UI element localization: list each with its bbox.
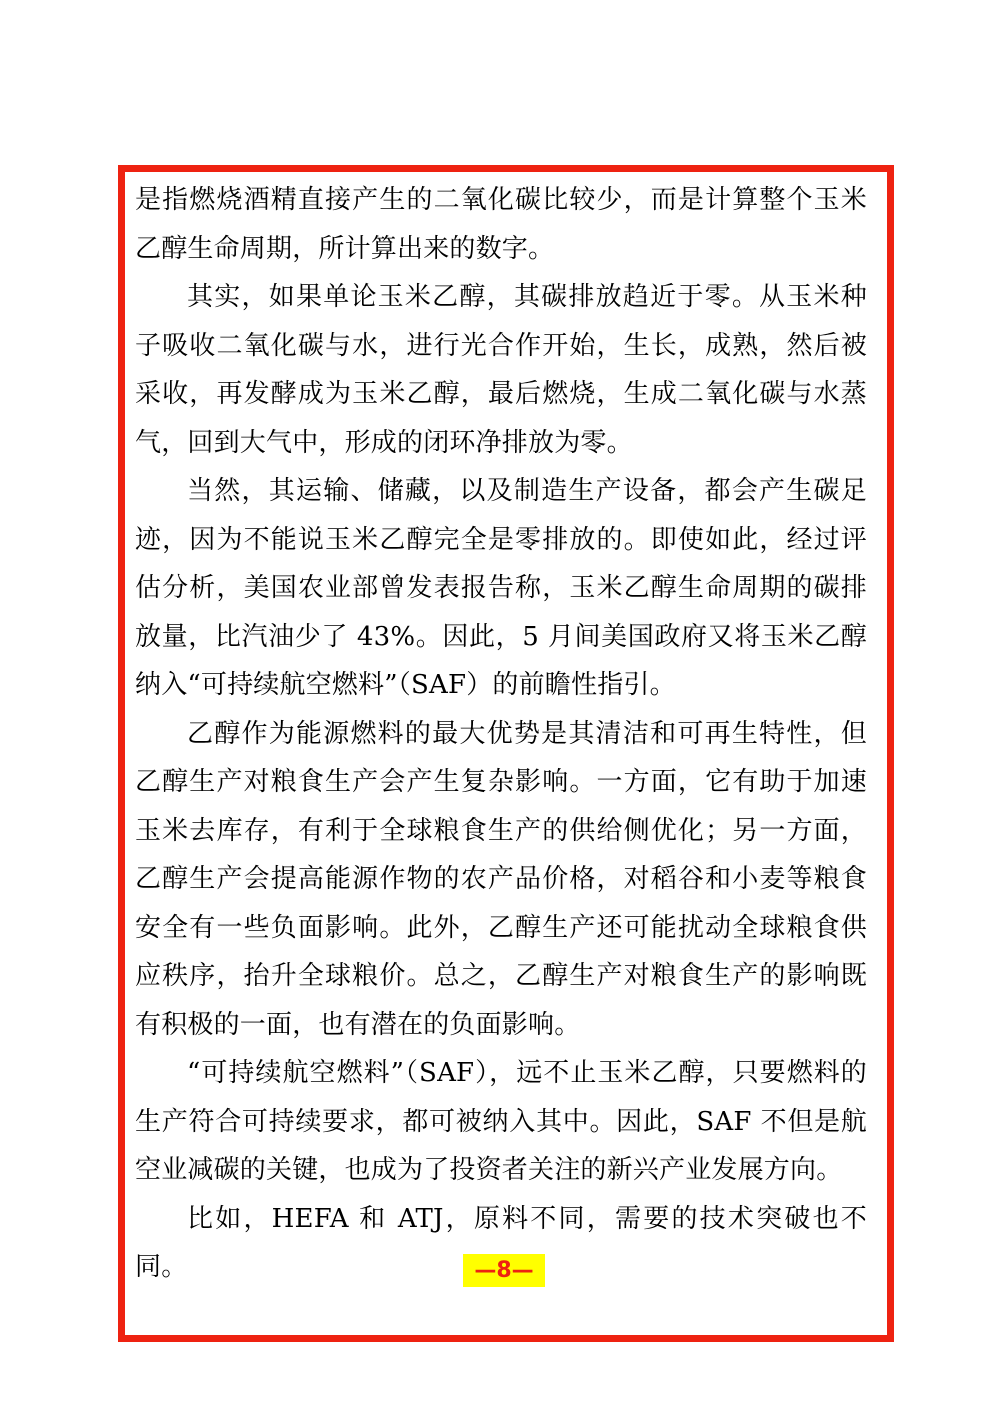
page-number: —8— (463, 1254, 545, 1287)
paragraph-carbon-neutral: 其实，如果单论玉米乙醇，其碳排放趋近于零。从玉米种子吸收二氧化碳与水，进行光合作开始，生长，成熟，然后被采收，再发酵成为玉米乙醇，最后燃烧，生成二氧化碳与水蒸气，回到大气中，形成的闭环净排放为零。 (135, 282, 867, 458)
paragraph-ethanol-food-impact: 乙醇作为能源燃料的最大优势是其清洁和可再生特性，但乙醇生产对粮食生产会产生复杂影响。一方面，它有助于加速玉米去库存，有利于全球粮食生产的供给侧优化；另一方面，乙醇生产会提高能源作物的农产品价格，对稻谷和小麦等粮食安全有一些负面影响。此外，乙醇生产还可能扰动全球粮食供应秩序，抬升全球粮价。总之，乙醇生产对粮食生产的影响既有积极的一面，也有潜在的负面影响。 (135, 718, 867, 1040)
paragraph-carbon-footprint: 当然，其运输、储藏，以及制造生产设备，都会产生碳足迹，因为不能说玉米乙醇完全是零排放的。即使如此，经过评估分析，美国农业部曾发表报告称，玉米乙醇生命周期的碳排放量，比汽油少了 43%。因此，5 月间美国政府又将玉米乙醇纳入“可持续航空燃料”（SAF）的前瞻性指引。 (135, 476, 867, 700)
document-body (135, 176, 867, 1292)
paragraph-saf: “可持续航空燃料”（SAF），远不止玉米乙醇，只要燃料的生产符合可持续要求，都可被纳入其中。因此，SAF 不但是航空业减碳的关键，也成为了投资者关注的新兴产业发展方向。 (135, 1058, 867, 1185)
paragraph-continuation: 是指燃烧酒精直接产生的二氧化碳比较少，而是计算整个玉米乙醇生命周期，所计算出来的数字。 (135, 185, 867, 264)
paragraph-hefa-atj: 比如，HEFA 和 ATJ，原料不同，需要的技术突破也不同。 (135, 1203, 867, 1282)
